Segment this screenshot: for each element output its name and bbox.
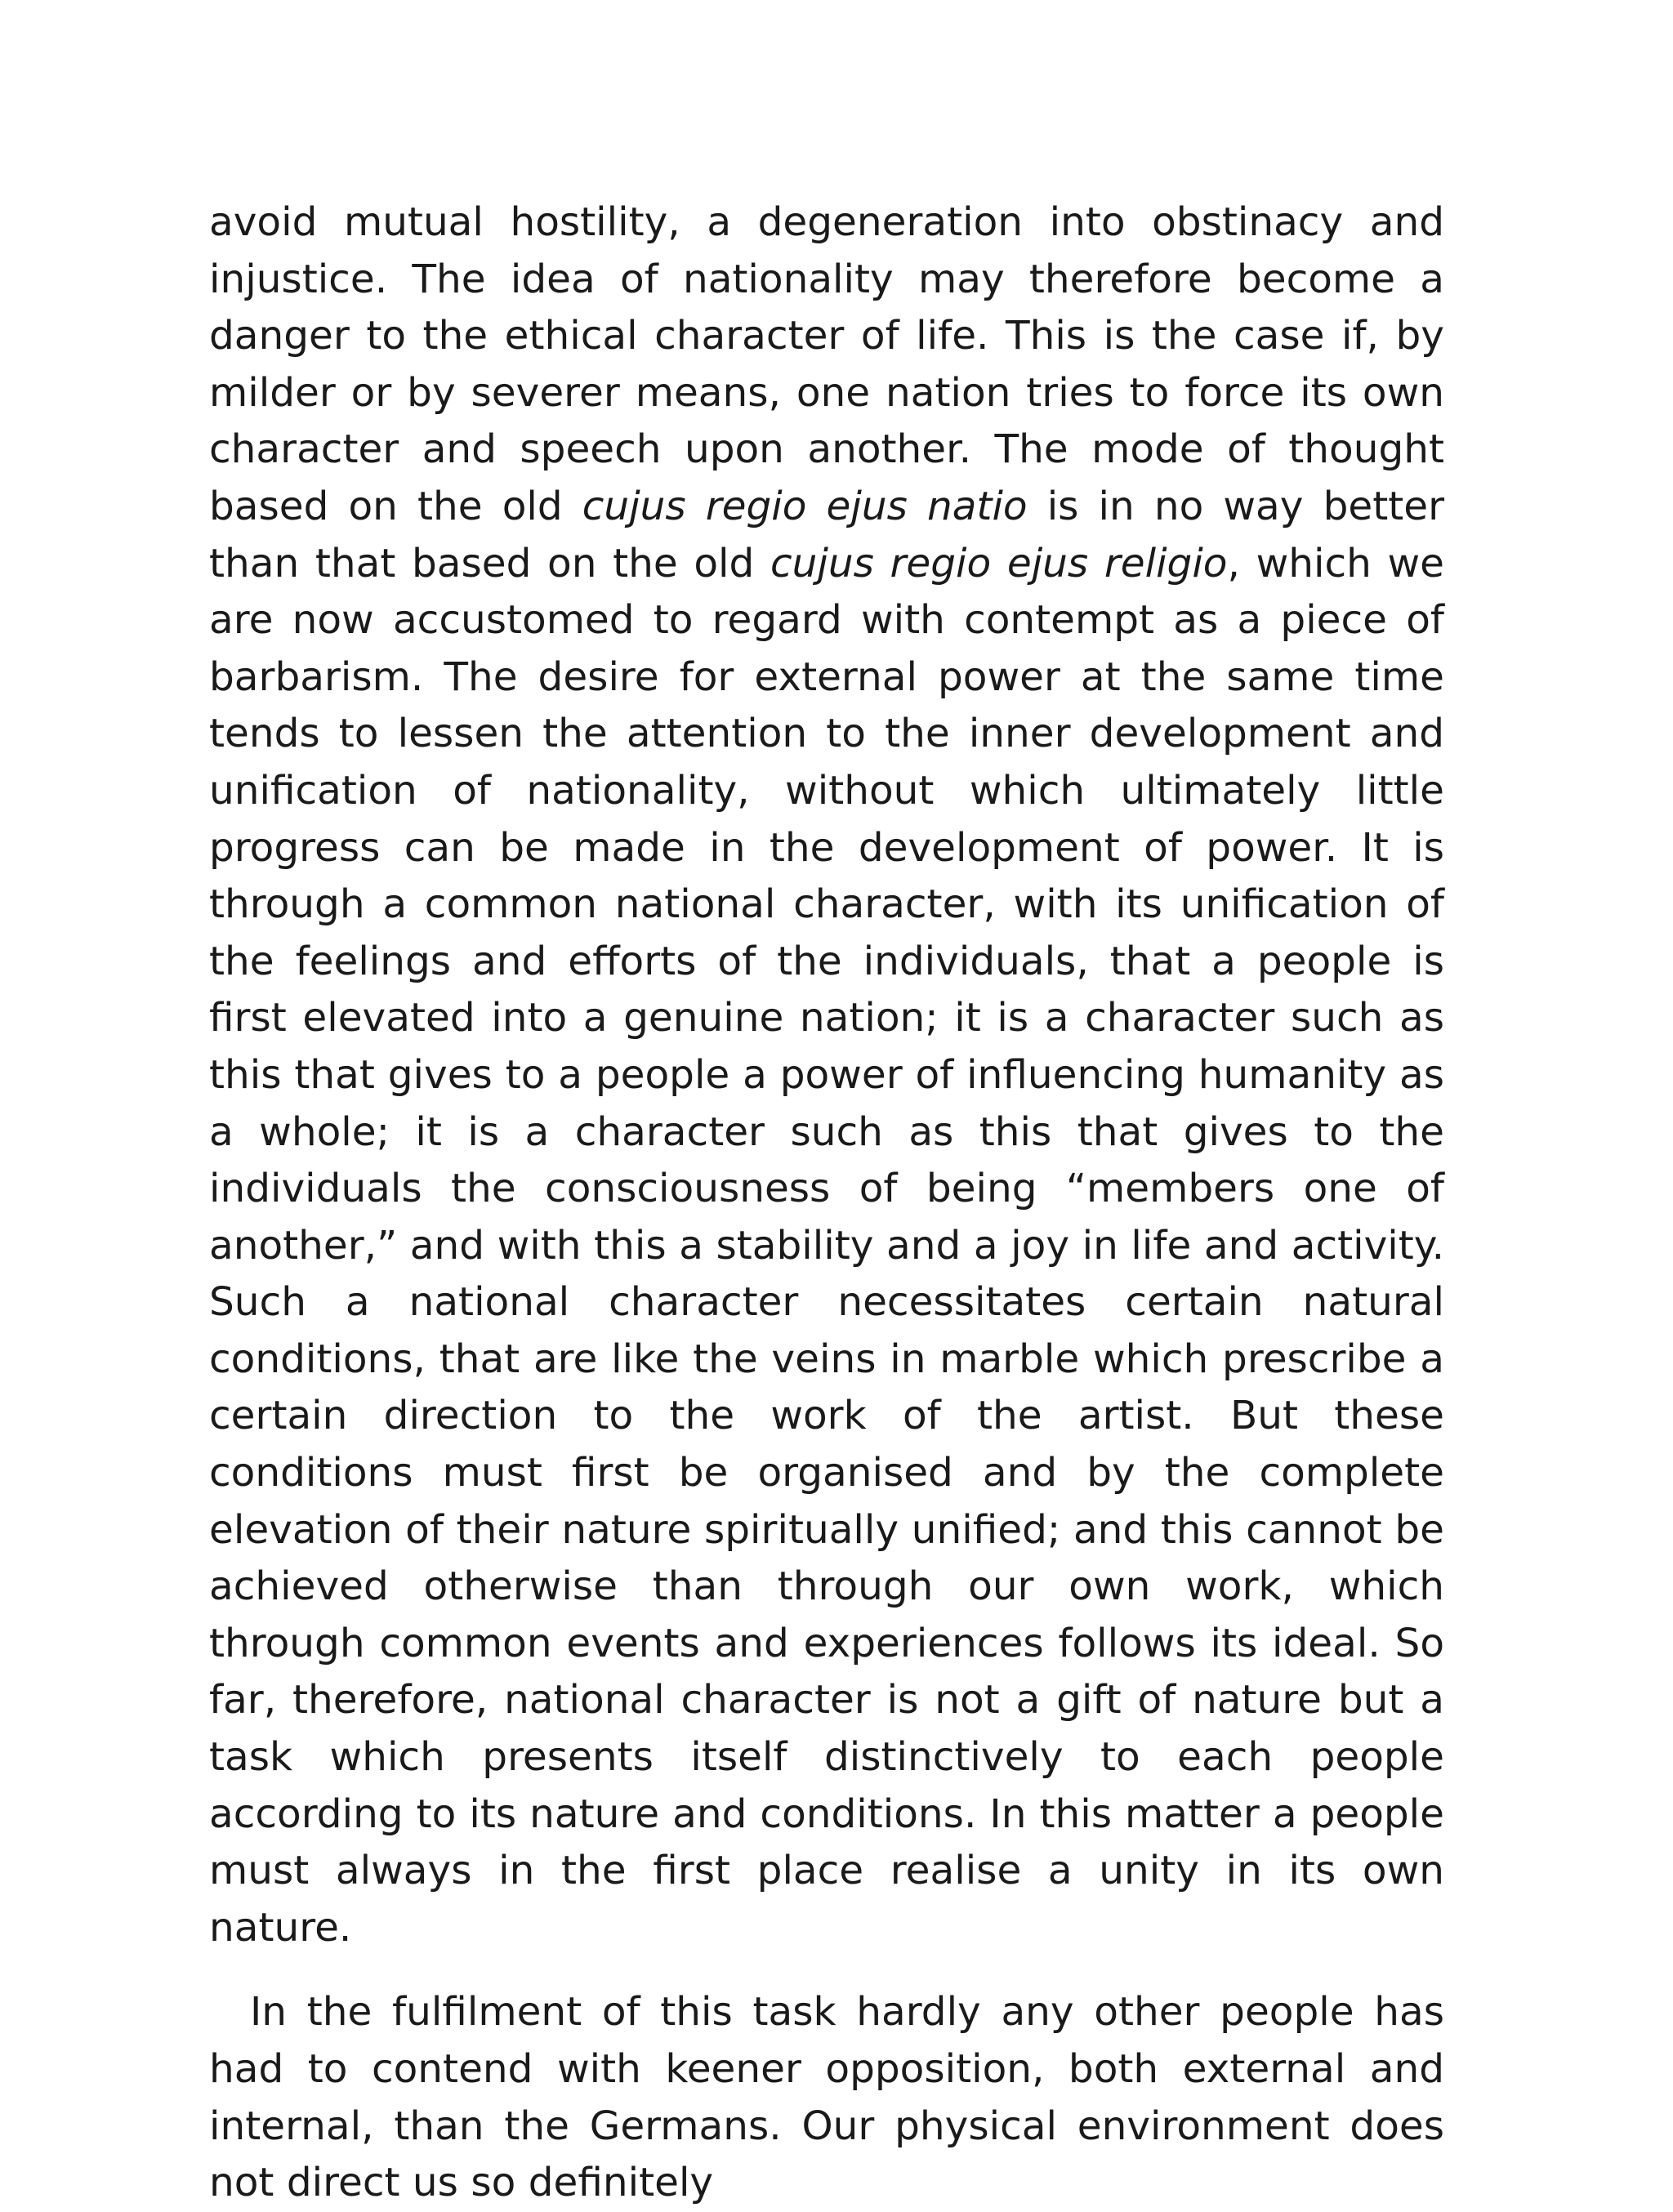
paragraph-1 [209, 194, 1444, 1956]
paragraph-2 [209, 1984, 1444, 2211]
paragraph-1-italic-latin-phrase: cujus regio ejus natio [582, 483, 1028, 529]
body-text [209, 194, 1444, 2212]
paragraph-1-text: avoid mutual hostility, a degeneration into obstinacy and injustice. The idea of nationality may therefore become a danger to the ethical character of life. This is the case if, by milder or by severer means, one nation tries to force its own character and speech upon another. The mode of thought based on the old [209, 199, 1444, 529]
paragraph-1-italic-latin-phrase: cujus regio ejus religio [770, 540, 1228, 586]
paragraph-1-text: , which we are now accustomed to regard with contempt as a piece of barbarism. The desire for external power at the same time tends to lessen the attention to the inner development and unification of nationality, without which ultimately little progress can be made in the development of power. It is through a common national character, with its unification of the feelings and efforts of the individuals, that a people is first elevated into a genuine nation; it is a character such as this that gives to a people a power of influencing humanity as a whole; it is a character such as this that gives to the individuals the consciousness of being “members one of another,” and with this a stability and a joy in life and activity. Such a national character necessitates certain natural conditions, that are like the veins in marble which prescribe a certain direction to the work of the artist. But these conditions must first be organised and by the complete elevation of their nature spiritually unified; and this cannot be achieved otherwise than through our own work, which through common events and experiences follows its ideal. So far, therefore, national character is not a gift of nature but a task which presents itself distinctively to each people according to its nature and conditions. In this matter a people must always in the first place realise a unity in its own nature. [209, 540, 1445, 1951]
paragraph-2-text: In the fulfilment of this task hardly any other people has had to contend with keener opposition, both external and internal, than the Germans. Our physical environment does not direct us so definitely [209, 1989, 1444, 2206]
paragraph-1-text: is in no way better than that based on the old [209, 483, 1445, 586]
